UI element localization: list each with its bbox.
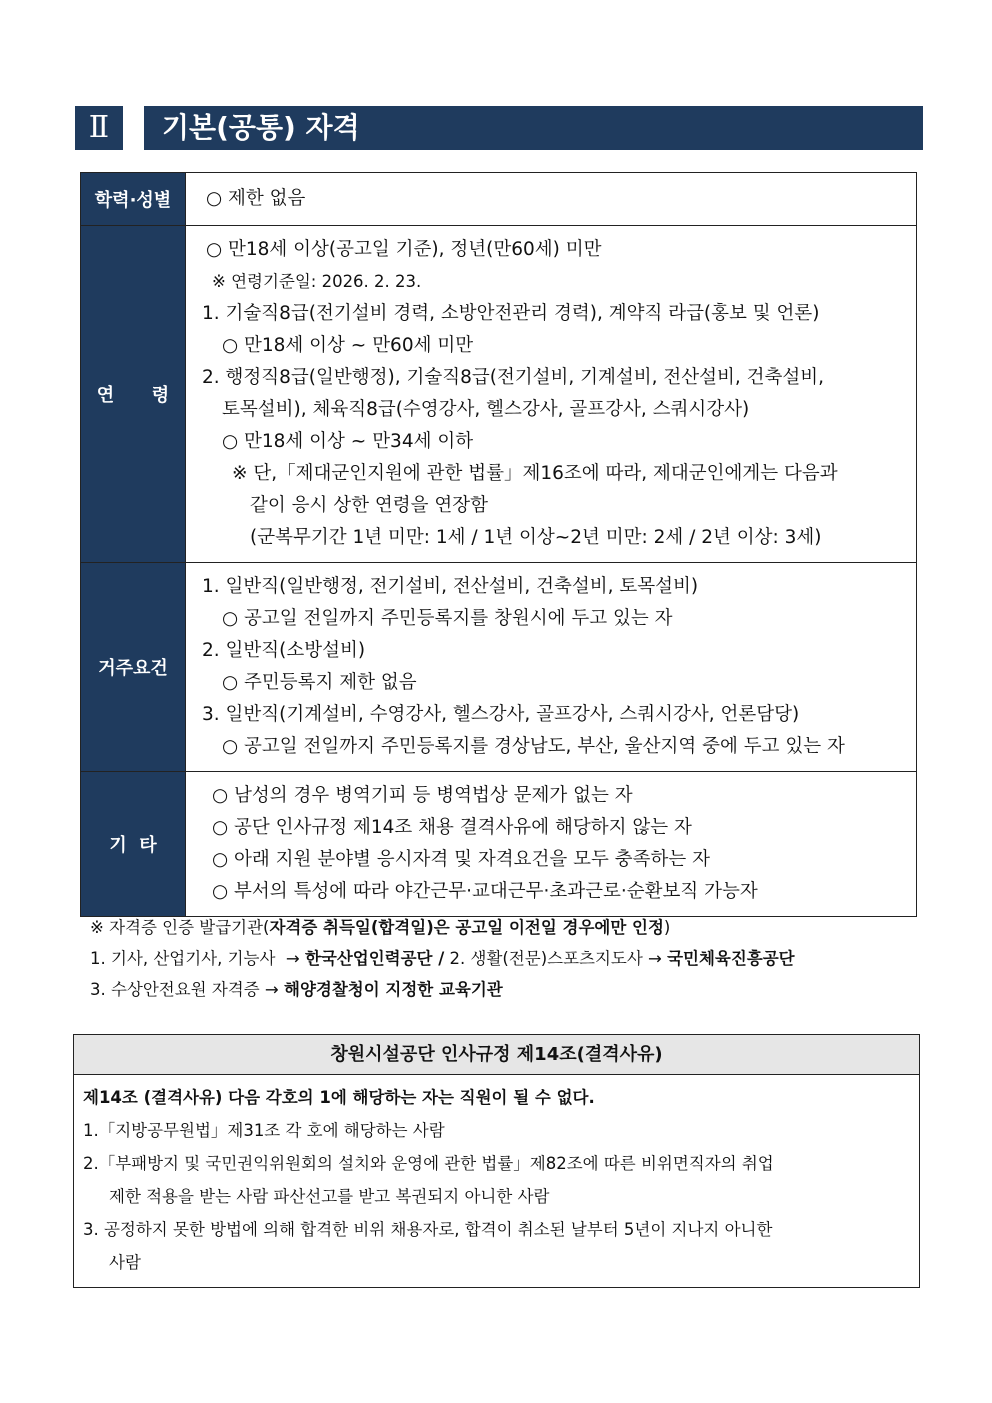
line: 3. 일반직(기계설비, 수영강사, 헬스강사, 골프강사, 스쿼시강사, 언론담당) xyxy=(202,704,800,725)
regulation-item: 2.「부패방지 및 국민권익위원회의 설치와 운영에 관한 법률」제82조에 따른 비위면직자의 취업 xyxy=(83,1154,774,1173)
note-text: ) xyxy=(663,918,671,937)
regulation-item: 1.「지방공무원법」제31조 각 호에 해당하는 사람 xyxy=(83,1121,445,1140)
row-label: 연 령 xyxy=(81,226,186,563)
line: ○ 만18세 이상 ~ 만60세 미만 xyxy=(222,335,474,356)
row-label: 학력·성별 xyxy=(81,173,186,226)
row-label: 거주요건 xyxy=(81,563,186,772)
line: 같이 응시 상한 연령을 연장함 xyxy=(250,495,488,516)
line: 2. 일반직(소방설비) xyxy=(202,640,366,661)
note-bold: 해양경찰청이 지정한 교육기관 xyxy=(284,980,503,999)
section-header xyxy=(75,106,923,150)
note-text: 2. 생활(전문)스포츠지도사 → xyxy=(444,949,668,968)
row-other xyxy=(81,772,917,917)
line: ○ 공고일 전일까지 주민등록지를 창원시에 두고 있는 자 xyxy=(222,608,673,629)
line: 2. 행정직8급(일반행정), 기술직8급(전기설비, 기계설비, 전산설비, 건축설비, xyxy=(202,367,825,388)
note-line xyxy=(90,974,930,1005)
note-bold: 한국산업인력공단 / xyxy=(304,949,445,968)
section-title: 기본(공통) 자격 xyxy=(144,106,923,150)
line: ○ 공단 인사규정 제14조 채용 결격사유에 해당하지 않는 자 xyxy=(212,817,692,838)
line: ○ 제한 없음 xyxy=(206,188,306,209)
row-content xyxy=(186,173,917,226)
regulation-item: 3. 공정하지 못한 방법에 의해 합격한 비위 채용자로, 합격이 취소된 날부터 5년이 지나지 아니한 xyxy=(83,1220,773,1239)
line: (군복무기간 1년 미만: 1세 / 1년 이상~2년 미만: 2세 / 2년 이상: 3세) xyxy=(250,527,822,548)
note-line xyxy=(90,943,930,974)
note-text: 3. 수상안전요원 자격증 → xyxy=(90,980,284,999)
certification-notes xyxy=(90,912,930,1005)
row-residence xyxy=(81,563,917,772)
line: ※ 단,「제대군인지원에 관한 법률」제16조에 따라, 제대군인에게는 다음과 xyxy=(232,463,838,484)
regulation-item: 사람 xyxy=(109,1253,141,1272)
note-text: ※ 자격증 인증 발급기관( xyxy=(90,918,270,937)
row-content xyxy=(186,226,917,563)
line: ○ 공고일 전일까지 주민등록지를 경상남도, 부산, 울산지역 중에 두고 있는 자 xyxy=(222,736,845,757)
line: 1. 기술직8급(전기설비 경력, 소방안전관리 경력), 계약직 라급(홍보 및 언론) xyxy=(202,303,820,324)
regulation-body xyxy=(74,1075,919,1287)
line: ○ 남성의 경우 병역기피 등 병역법상 문제가 없는 자 xyxy=(212,785,633,806)
qualification-table xyxy=(80,172,917,917)
line: ○ 만18세 이상(공고일 기준), 정년(만60세) 미만 xyxy=(206,239,602,260)
line: ※ 연령기준일: 2026. 2. 23. xyxy=(212,272,422,291)
regulation-box xyxy=(73,1034,920,1288)
line: 토목설비), 체육직8급(수영강사, 헬스강사, 골프강사, 스쿼시강사) xyxy=(222,399,750,420)
row-age xyxy=(81,226,917,563)
regulation-item: 제한 적용을 받는 사람 파산선고를 받고 복권되지 아니한 사람 xyxy=(109,1187,550,1206)
line: ○ 아래 지원 분야별 응시자격 및 자격요건을 모두 충족하는 자 xyxy=(212,849,710,870)
regulation-heading: 제14조 (결격사유) 다음 각호의 1에 해당하는 자는 직원이 될 수 없다. xyxy=(83,1088,595,1107)
row-label: 기 타 xyxy=(81,772,186,917)
note-bold: 국민체육진흥공단 xyxy=(667,949,795,968)
line: ○ 만18세 이상 ~ 만34세 이하 xyxy=(222,431,474,452)
note-line xyxy=(90,912,930,943)
row-education-gender xyxy=(81,173,917,226)
line: 1. 일반직(일반행정, 전기설비, 전산설비, 건축설비, 토목설비) xyxy=(202,576,699,597)
note-bold: 자격증 취득일(합격일)은 공고일 이전일 경우에만 인정 xyxy=(269,918,664,937)
row-content xyxy=(186,563,917,772)
regulation-title: 창원시설공단 인사규정 제14조(결격사유) xyxy=(74,1035,919,1075)
line: ○ 부서의 특성에 따라 야간근무·교대근무·초과근로·순환보직 가능자 xyxy=(212,881,758,902)
line: ○ 주민등록지 제한 없음 xyxy=(222,672,417,693)
section-number: Ⅱ xyxy=(75,106,123,150)
row-content xyxy=(186,772,917,917)
note-text: 1. 기사, 산업기사, 기능사 → xyxy=(90,949,305,968)
